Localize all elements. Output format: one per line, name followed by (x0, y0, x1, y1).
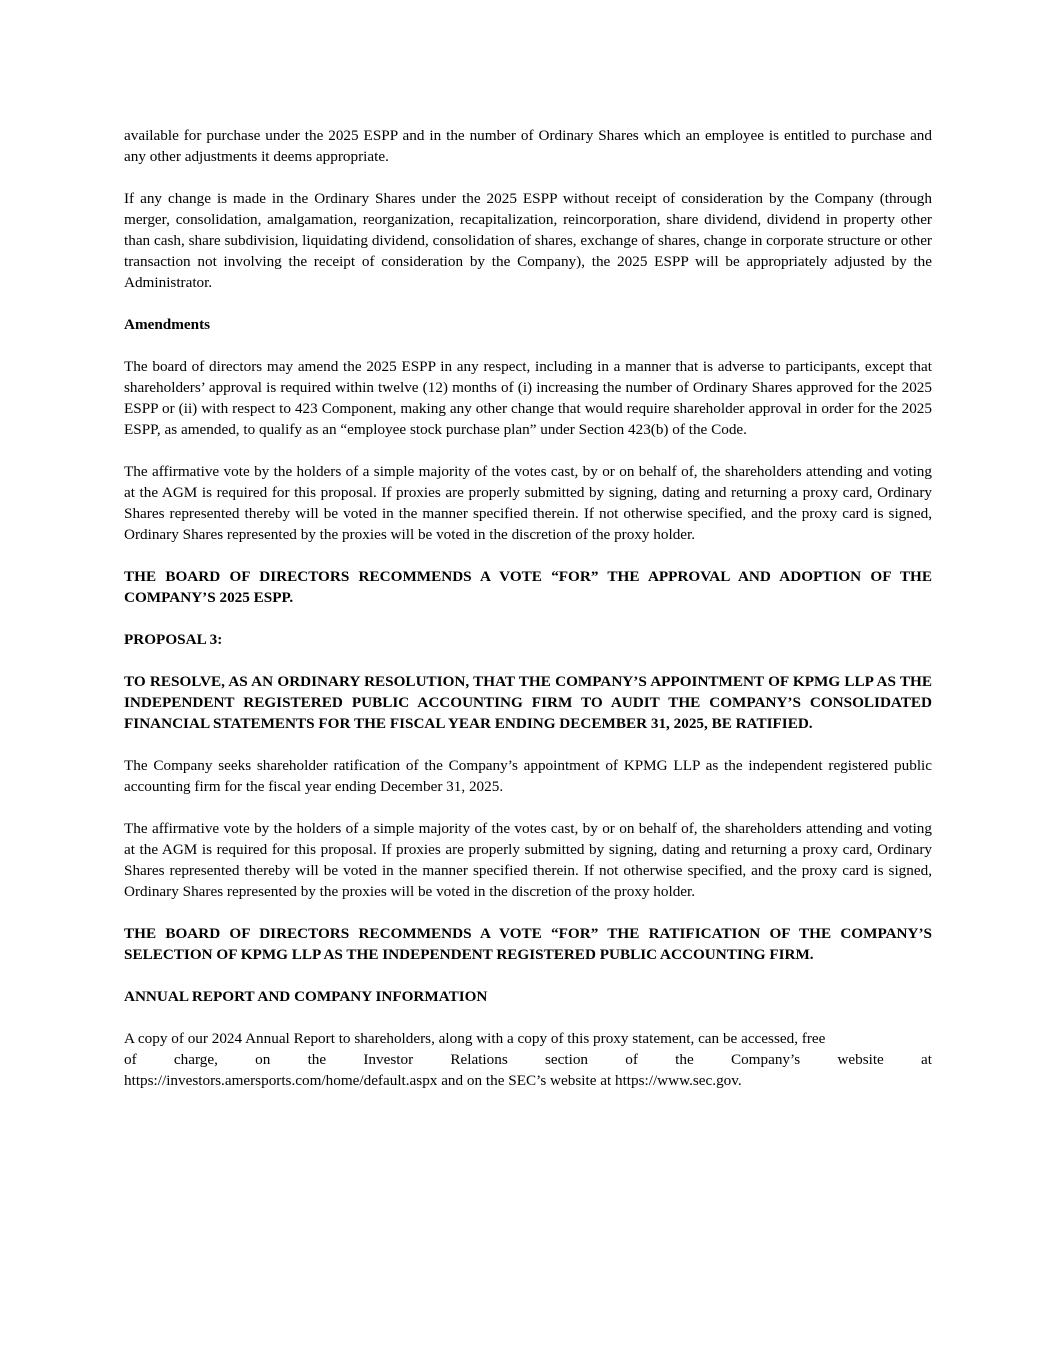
paragraph-share-change: If any change is made in the Ordinary Shares under the 2025 ESPP without receipt of consideration by the Company (through merger, consolidation, amalgamation, reorganization, recapitalization, reincorporation, share dividend, dividend in property other than cash, share subdivision, liquidating dividend, consolidation of shares, exchange of shares, change in corporate structure or other transaction not involving the receipt of consideration by the Company), the 2025 ESPP will be appropriately adjusted by the Administrator. (124, 190, 932, 291)
heading-proposal-3: PROPOSAL 3: (124, 631, 223, 648)
document-page (124, 125, 932, 1091)
paragraph-espp-availability: available for purchase under the 2025 ESPP and in the number of Ordinary Shares which an employee is entitled to purchase and any other adjustments it deems appropriate. (124, 127, 932, 165)
paragraph-annual-report (124, 1028, 932, 1091)
heading-annual-report: ANNUAL REPORT AND COMPANY INFORMATION (124, 988, 488, 1005)
paragraph-vote-requirement-2: The affirmative vote by the holders of a simple majority of the votes cast, by or on behalf of, the shareholders attending and voting at the AGM is required for this proposal. If proxies are properly submitted by signing, dating and returning a proxy card, Ordinary Shares represented thereby will be voted in the manner specified therein. If not otherwise specified, and the proxy card is signed, Ordinary Shares represented by the proxies will be voted in the discretion of the proxy holder. (124, 820, 932, 900)
annual-report-line-2: of charge, on the Investor Relations section of the Company’s website at (124, 1051, 932, 1068)
annual-report-line-1: A copy of our 2024 Annual Report to shareholders, along with a copy of this proxy statement, can be accessed, free (124, 1030, 826, 1047)
paragraph-ratification: The Company seeks shareholder ratification of the Company’s appointment of KPMG LLP as the independent registered public accounting firm for the fiscal year ending December 31, 2025. (124, 757, 932, 795)
paragraph-vote-requirement-1: The affirmative vote by the holders of a simple majority of the votes cast, by or on behalf of, the shareholders attending and voting at the AGM is required for this proposal. If proxies are properly submitted by signing, dating and returning a proxy card, Ordinary Shares represented thereby will be voted in the manner specified therein. If not otherwise specified, and the proxy card is signed, Ordinary Shares represented by the proxies will be voted in the discretion of the proxy holder. (124, 463, 932, 543)
recommendation-kpmg: THE BOARD OF DIRECTORS RECOMMENDS A VOTE “FOR” THE RATIFICATION OF THE COMPANY’S SELECTION OF KPMG LLP AS THE INDEPENDENT REGISTERED PUBLIC ACCOUNTING FIRM. (124, 925, 932, 963)
annual-report-line-3: https://investors.amersports.com/home/default.aspx and on the SEC’s website at https://www.sec.gov. (124, 1072, 742, 1089)
resolution-kpmg: TO RESOLVE, AS AN ORDINARY RESOLUTION, THAT THE COMPANY’S APPOINTMENT OF KPMG LLP AS THE INDEPENDENT REGISTERED PUBLIC ACCOUNTING FIRM TO AUDIT THE COMPANY’S CONSOLIDATED FINANCIAL STATEMENTS FOR THE FISCAL YEAR ENDING DECEMBER 31, 2025, BE RATIFIED. (124, 673, 932, 732)
heading-amendments: Amendments (124, 316, 211, 333)
recommendation-espp: THE BOARD OF DIRECTORS RECOMMENDS A VOTE “FOR” THE APPROVAL AND ADOPTION OF THE COMPANY’S 2025 ESPP. (124, 568, 932, 606)
paragraph-amendments: The board of directors may amend the 2025 ESPP in any respect, including in a manner that is adverse to participants, except that shareholders’ approval is required within twelve (12) months of (i) increasing the number of Ordinary Shares approved for the 2025 ESPP or (ii) with respect to 423 Component, making any other change that would require shareholder approval in order for the 2025 ESPP, as amended, to qualify as an “employee stock purchase plan” under Section 423(b) of the Code. (124, 358, 932, 438)
